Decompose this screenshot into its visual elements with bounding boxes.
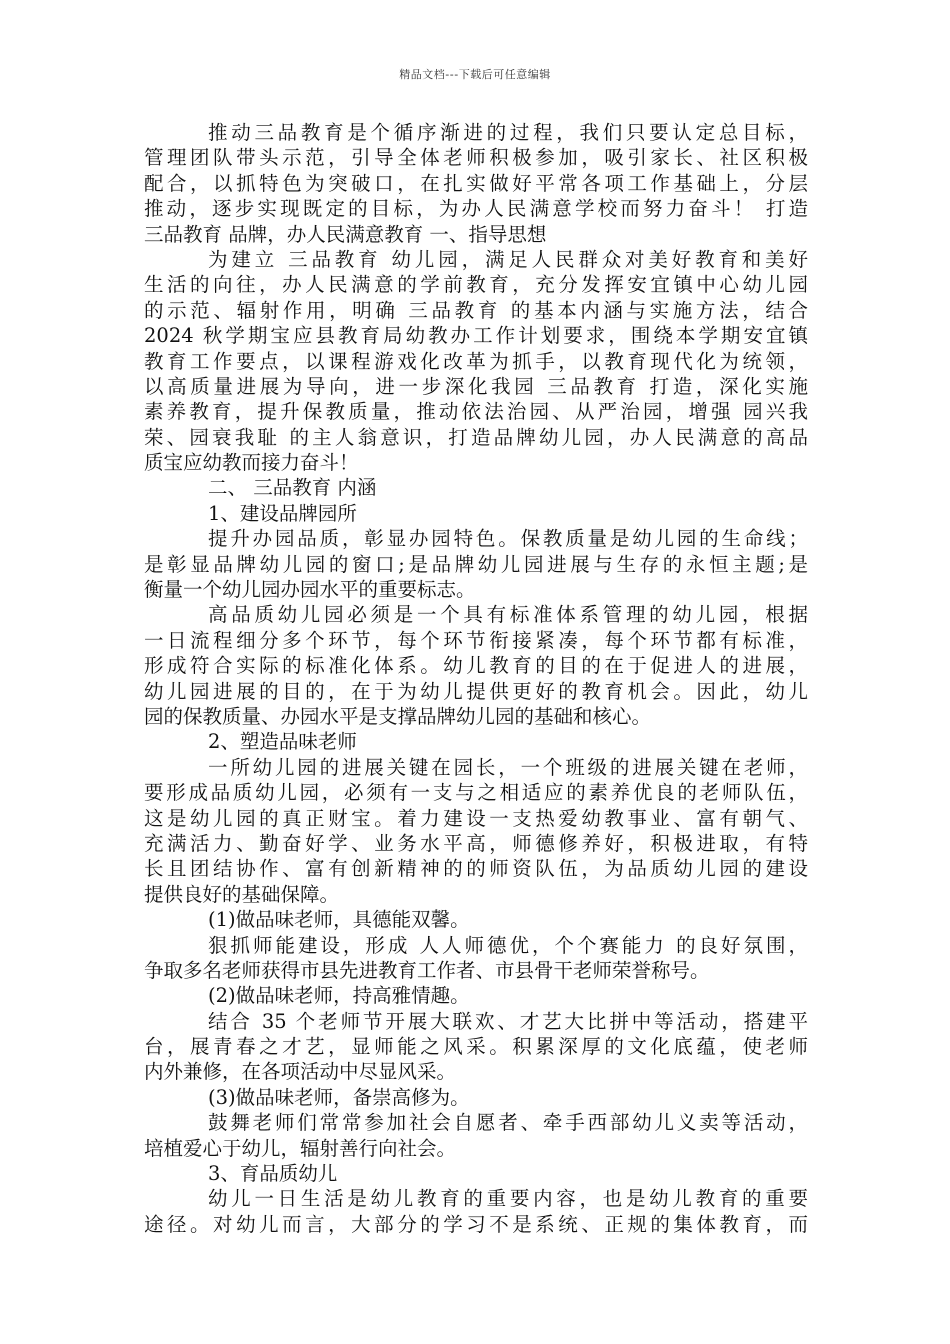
text-line: 素养教育，提升保教质量，推动依法治园、从严治园，增强 园兴我 <box>144 400 808 424</box>
text-line: 内外兼修，在各项活动中尽显风采。 <box>144 1060 457 1084</box>
text-line: 衡量一个幼儿园办园水平的重要标志。 <box>144 578 476 602</box>
text-line: 生活的向往，办人民满意的学前教育，充分发挥安宜镇中心幼儿园 <box>144 273 808 297</box>
text-line: 争取多名老师获得市县先进教育工作者、市县骨干老师荣誉称号。 <box>144 958 710 982</box>
text-line: (3)做品味老师，备崇高修为。 <box>208 1085 470 1109</box>
text-line: 1、建设品牌园所 <box>208 501 357 525</box>
text-line: 管理团队带头示范，引导全体老师积极参加，吸引家长、社区积极 <box>144 146 808 170</box>
text-line: 为建立 三品教育 幼儿园，满足人民群众对美好教育和美好 <box>208 247 808 271</box>
text-line: 培植爱心于幼儿，辐射善行向社会。 <box>144 1136 457 1160</box>
text-line: 途径。对幼儿而言，大部分的学习不是系统、正规的集体教育，而 <box>144 1212 808 1236</box>
text-line: 的示范、辐射作用，明确 三品教育 的基本内涵与实施方法，结合 <box>144 298 808 322</box>
text-line: (1)做品味老师，具德能双馨。 <box>208 908 470 932</box>
text-line: 一日流程细分多个环节，每个环节衔接紧凑，每个环节都有标准， <box>144 628 808 652</box>
text-line: 高品质幼儿园必须是一个具有标准体系管理的幼儿园，根据 <box>208 603 808 627</box>
text-line: 质宝应幼教而接力奋斗！ <box>144 451 359 475</box>
text-line: 台，展青春之才艺，显师能之风采。积累深厚的文化底蕴，使老师 <box>144 1035 808 1059</box>
text-line: 配合，以抓特色为突破口，在扎实做好平常各项工作基础上，分层 <box>144 171 808 195</box>
text-line: 这是幼儿园的真正财宝。着力建设一支热爱幼教事业、富有朝气、 <box>144 806 808 830</box>
text-line: 推动，逐步实现既定的目标，为办人民满意学校而努力奋斗！ 打造 <box>144 197 808 221</box>
text-line: 长且团结协作、富有创新精神的的师资队伍，为品质幼儿园的建设 <box>144 857 808 881</box>
text-line: 形成符合实际的标准化体系。幼儿教育的目的在于促进人的进展， <box>144 654 808 678</box>
text-line: (2)做品味老师，持高雅情趣。 <box>208 984 470 1008</box>
text-line: 提供良好的基础保障。 <box>144 882 340 906</box>
text-line: 3、育品质幼儿 <box>208 1162 338 1186</box>
text-line: 2、塑造品味老师 <box>208 730 357 754</box>
text-line: 鼓舞老师们常常参加社会自愿者、牵手西部幼儿义卖等活动， <box>208 1111 808 1135</box>
text-line: 狠抓师能建设，形成 人人师德优，个个赛能力 的良好氛围， <box>208 933 808 957</box>
page-header: 精品文档---下载后可任意编辑 <box>399 68 551 81</box>
text-line: 幼儿园进展的目的，在于为幼儿提供更好的教育机会。因此，幼儿 <box>144 679 808 703</box>
text-line: 二、 三品教育 内涵 <box>208 476 377 500</box>
text-line: 教育工作要点，以课程游戏化改革为抓手，以教育现代化为统领， <box>144 349 808 373</box>
text-line: 荣、园衰我耻 的主人翁意识，打造品牌幼儿园，办人民满意的高品 <box>144 425 808 449</box>
text-line: 2024 秋学期宝应县教育局幼教办工作计划要求，围绕本学期安宜镇 <box>144 324 808 348</box>
text-line: 推动三品教育是个循序渐进的过程，我们只要认定总目标， <box>208 121 808 144</box>
text-line: 提升办园品质，彰显办园特色。保教质量是幼儿园的生命线； <box>208 527 808 551</box>
text-line: 充满活力、勤奋好学、业务水平高，师德修养好，积极进取，有特 <box>144 831 808 855</box>
text-line: 幼儿一日生活是幼儿教育的重要内容，也是幼儿教育的重要 <box>208 1187 808 1211</box>
text-line: 结合 35 个老师节开展大联欢、才艺大比拼中等活动，搭建平 <box>208 1009 808 1033</box>
text-line: 是彰显品牌幼儿园的窗口;是品牌幼儿园进展与生存的永恒主题;是 <box>144 552 808 576</box>
document-body <box>144 120 808 1237</box>
text-line: 以高质量进展为导向，进一步深化我园 三品教育 打造，深化实施 <box>144 374 808 398</box>
text-line: 要形成品质幼儿园，必须有一支与之相适应的素养优良的老师队伍， <box>144 781 808 805</box>
text-line: 三品教育 品牌，办人民满意教育 一、指导思想 <box>144 222 547 246</box>
text-line: 一所幼儿园的进展关键在园长，一个班级的进展关键在老师， <box>208 755 808 779</box>
text-line: 园的保教质量、办园水平是支撑品牌幼儿园的基础和核心。 <box>144 704 652 728</box>
